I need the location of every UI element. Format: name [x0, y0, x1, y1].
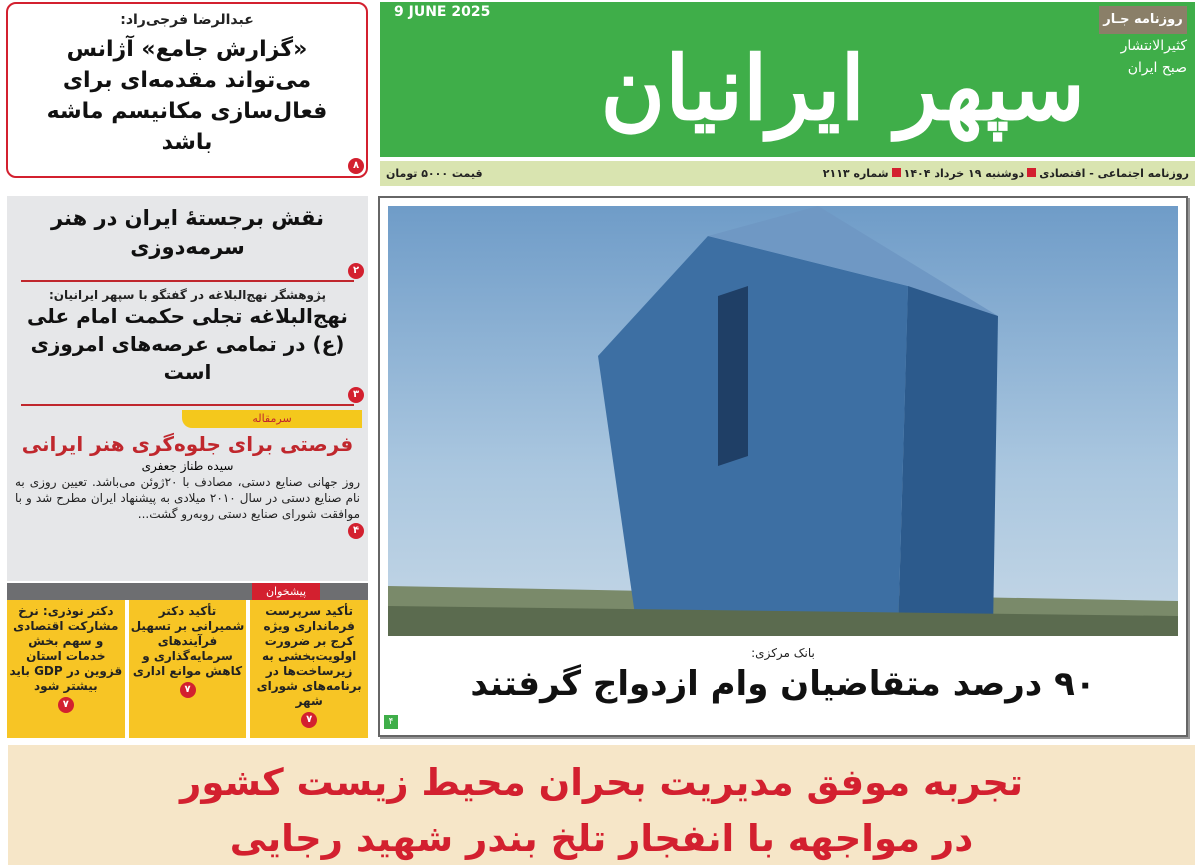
- persian-date: دوشنبه ۱۹ خرداد ۱۴۰۴: [903, 167, 1025, 180]
- pishkhan-label: پیشخوان: [252, 583, 320, 600]
- card-text: تأکید دکتر شمیرانی بر تسهیل فرآیندهای سرمایه‌گذاری و کاهش موانع اداری: [130, 604, 245, 678]
- card-text: دکتر نوذری: نرخ مشارکت اقتصادی و سهم بخش خدمات استان قزوین در GDP باید بیشتر شود: [9, 604, 123, 693]
- pishkhan-card[interactable]: [250, 600, 368, 738]
- square-bullet-icon: [892, 168, 901, 177]
- banner-headline-line: تجربه موفق مدیریت بحران محیط زیست کشور: [180, 761, 1023, 804]
- editorial-label: سرمقاله: [182, 410, 362, 428]
- main-story[interactable]: [378, 196, 1188, 737]
- pishkhan-section: [7, 583, 368, 738]
- masthead: [380, 2, 1195, 157]
- page-number: ۷: [301, 712, 317, 728]
- page-number: ۴: [384, 715, 398, 729]
- newspaper-logo: سپهر ایرانیان: [600, 36, 1085, 140]
- price: قیمت ۵۰۰۰ تومان: [386, 167, 483, 180]
- page-number: ۷: [180, 682, 196, 698]
- left-stories: [7, 196, 368, 581]
- divider: [21, 404, 354, 406]
- paper-type: روزنامه اجتماعی - اقتصادی: [1039, 167, 1189, 180]
- issue-number: شماره ۲۱۱۳: [822, 167, 889, 180]
- info-strip: [380, 161, 1195, 186]
- english-date: 9 JUNE 2025: [394, 4, 491, 20]
- pishkhan-card[interactable]: [129, 600, 247, 738]
- page-number: ۴: [348, 523, 364, 539]
- pishkhan-card[interactable]: [7, 600, 125, 738]
- top-story-headline[interactable]: «گزارش جامع» آژانس می‌تواند مقدمه‌ای برای فعال‌سازی مکانیسم ماشه باشد: [46, 37, 328, 155]
- story-headline[interactable]: نقش برجستهٔ ایران در هنر سرمه‌دوزی: [50, 206, 325, 259]
- editorial-author: سیده طناز جعفری: [141, 459, 234, 473]
- editorial-body: روز جهانی صنایع دستی، مصادف با ۲۰ژوئن می‌باشد. تعیین روزی به نام صنایع دستی در سال ۲۰۱۰ میلادی به پیشنهاد ایران مطرح شد و با موافقت شورای صنایع دستی روبه‌رو گشت...: [15, 475, 361, 521]
- top-story-kicker: عبدالرضا فرجی‌راد:: [120, 12, 254, 28]
- divider: [21, 280, 354, 282]
- story-headline[interactable]: نهج‌البلاغه تجلی حکمت امام علی (ع) در تمامی عرصه‌های امروزی است: [27, 304, 348, 384]
- page-number: ۲: [348, 263, 364, 279]
- editorial-headline[interactable]: فرصتی برای جلوه‌گری هنر ایرانی: [21, 432, 354, 456]
- main-headline[interactable]: ۹۰ درصد متقاضیان وام ازدواج گرفتند: [470, 664, 1096, 704]
- banner-headline-line: در مواجهه با انفجار تلخ بندر شهید رجایی: [229, 817, 974, 860]
- banner-story[interactable]: [8, 745, 1195, 865]
- story-kicker: پژوهشگر نهج‌البلاغه در گفتگو با سپهر ایرانیان:: [49, 288, 326, 302]
- publisher-badge: روزنامه جـار: [1099, 6, 1187, 34]
- tagline: کثیرالانتشار: [1120, 38, 1187, 54]
- page-number: ۷: [58, 697, 74, 713]
- square-bullet-icon: [1027, 168, 1036, 177]
- card-text: تأکید سرپرست فرمانداری ویژه کرج بر ضرورت اولویت‌بخشی به زیرساخت‌ها در برنامه‌های شورای شهر: [256, 604, 362, 708]
- central-bank-photo: [388, 206, 1178, 636]
- main-kicker: بانک مرکزی:: [751, 646, 815, 660]
- page-number: ۳: [348, 387, 364, 403]
- page-number: ۸: [348, 158, 364, 174]
- top-story[interactable]: [6, 2, 368, 178]
- tagline: صبح ایران: [1127, 60, 1187, 76]
